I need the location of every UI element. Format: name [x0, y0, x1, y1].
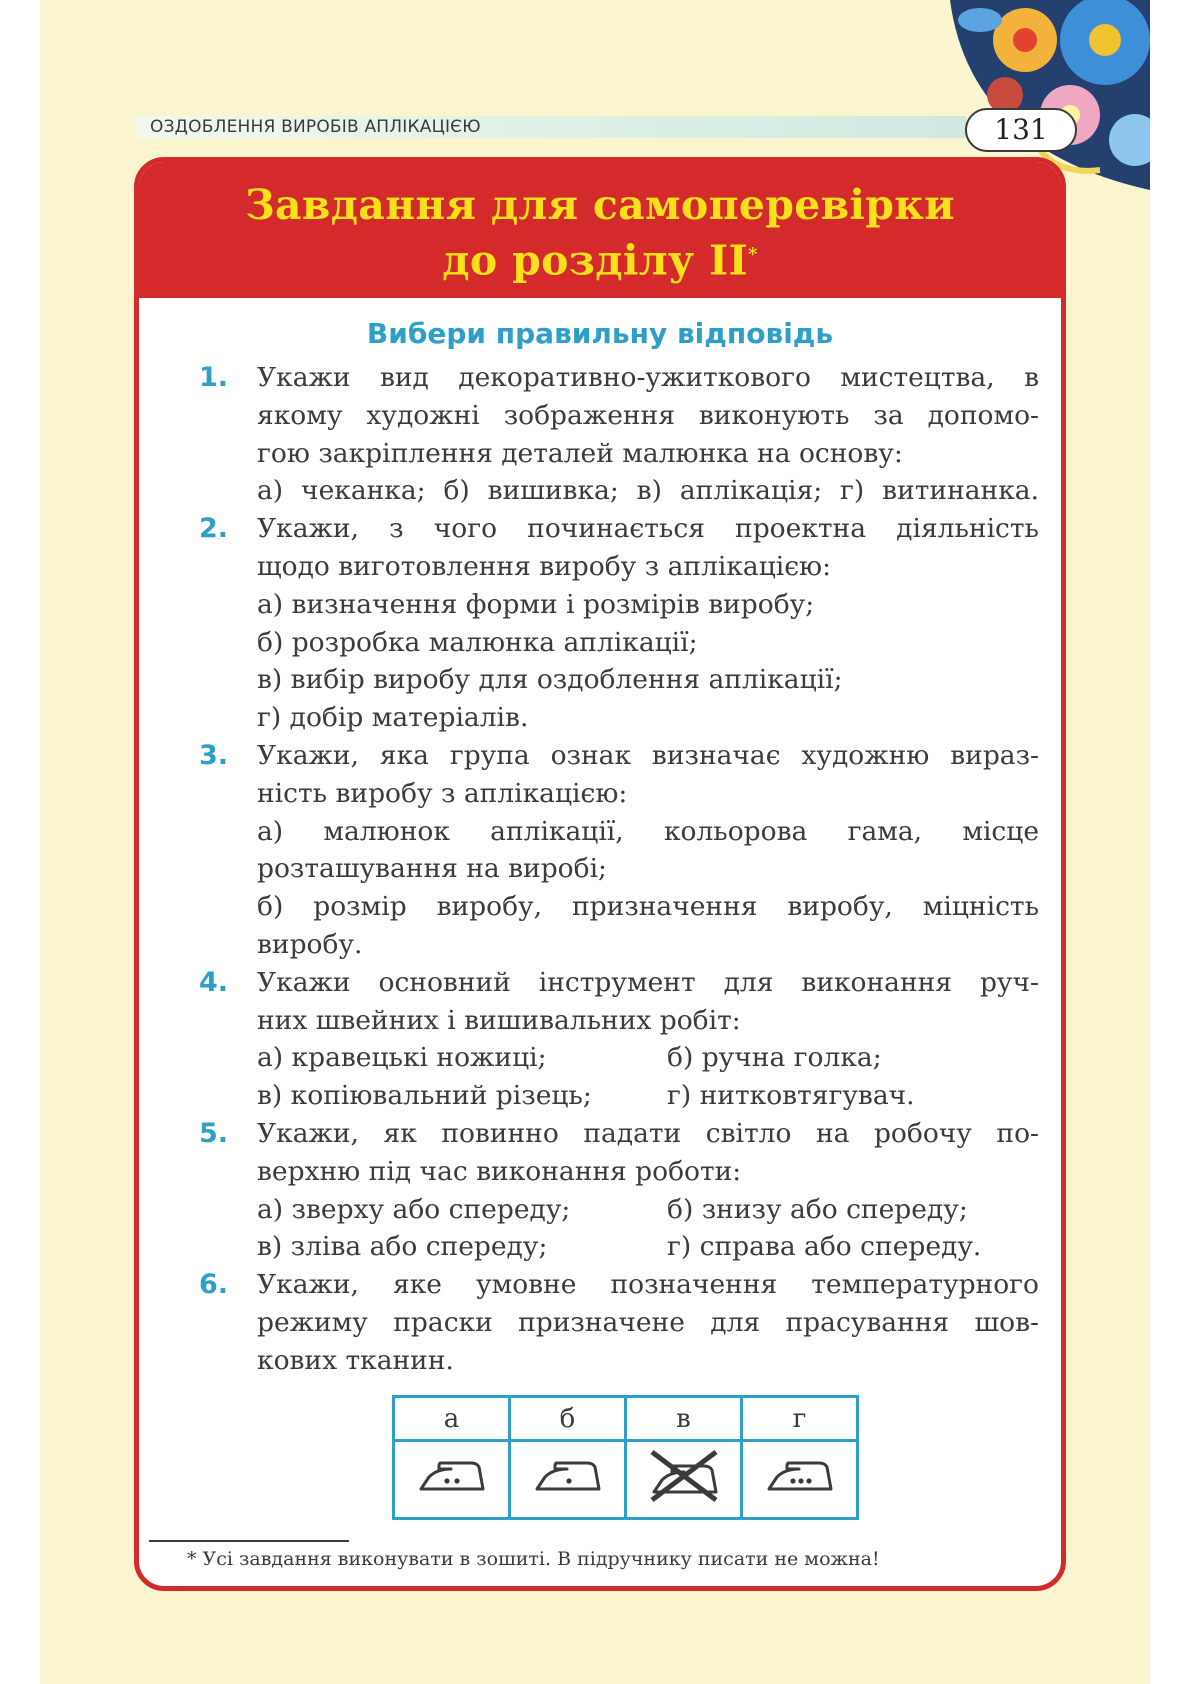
answer-option: в) зліва або спереду;	[257, 1231, 548, 1263]
answer-option: б) знизу або спереду;	[667, 1193, 968, 1225]
card-title-line-1: Завдання для самоперевірки	[245, 181, 955, 229]
answer-option: б) розробка малюнка аплікації;	[257, 626, 698, 658]
footnote-marker: *	[748, 244, 758, 265]
answer-option: розташування на виробі;	[257, 853, 607, 885]
footnote-divider	[149, 1540, 349, 1542]
question-line: гою закріплення деталей малюнка на основу:	[257, 437, 903, 469]
answer-option: г) справа або спереду.	[667, 1231, 982, 1263]
iron-crossed-out-icon	[626, 1441, 742, 1519]
question-line: Укажи вид декоративно-ужиткового мистецтва, в	[257, 362, 1039, 393]
question-line: них швейних і вишивальних робіт:	[257, 1004, 741, 1036]
answer-option: а) кравецькі ножиці;	[257, 1042, 547, 1074]
iron-two-dots-icon	[394, 1441, 510, 1519]
section-title: ОЗДОБЛЕННЯ ВИРОБІВ АПЛІКАЦІЄЮ	[150, 117, 481, 137]
textbook-page	[40, 0, 1150, 1684]
question-1	[169, 359, 1039, 510]
iron-option-label: а	[394, 1397, 510, 1441]
answer-option: б) ручна голка;	[667, 1042, 882, 1074]
answer-row	[257, 1228, 1039, 1266]
question-3	[169, 737, 1039, 964]
footnote: * Усі завдання виконувати в зошиті. В підручнику писати не можна!	[187, 1548, 880, 1570]
answer-row	[257, 1039, 1039, 1077]
answer-option: виробу.	[257, 928, 363, 960]
question-6	[169, 1266, 1039, 1379]
iron-symbol-table	[392, 1395, 859, 1520]
answer-option: а) визначення форми і розмірів виробу;	[257, 588, 815, 620]
answer-option: в) вибір виробу для оздоблення аплікації;	[257, 664, 843, 696]
question-5	[169, 1115, 1039, 1266]
card-subtitle: Вибери правильну відповідь	[366, 317, 834, 350]
card-header	[139, 162, 1061, 298]
answer-option: а) малюнок аплікації, кольорова гама, місце	[257, 815, 1039, 847]
question-line: Укажи, яка група ознак визначає художню вираз-	[257, 739, 1039, 771]
question-number: 3.	[199, 739, 229, 771]
question-line: Укажи, з чого починається проектна діяльність	[257, 513, 1039, 545]
iron-option-label: б	[510, 1397, 626, 1441]
card-title-line-2	[139, 230, 1061, 286]
answer-option: в) копіювальний різець;	[257, 1080, 592, 1112]
answer-option: а) зверху або спереду;	[257, 1193, 571, 1225]
iron-three-dots-icon	[742, 1441, 858, 1519]
iron-one-dot-icon	[510, 1441, 626, 1519]
question-number: 2.	[199, 513, 229, 545]
card-title-text: до розділу II	[442, 236, 748, 285]
question-list	[169, 359, 1039, 1380]
question-number: 4.	[199, 966, 229, 998]
question-number: 1.	[199, 362, 229, 393]
question-line: Укажи основний інструмент для виконання руч-	[257, 966, 1039, 998]
question-line: режиму праски призначене для прасування шов-	[257, 1306, 1039, 1338]
answer-row	[257, 1077, 1039, 1115]
question-2	[169, 510, 1039, 737]
answer-options: а) чеканка; б) вишивка; в) аплікація; г) витинанка.	[257, 475, 1039, 507]
page-number: 131	[965, 108, 1077, 152]
question-line: якому художні зображення виконують за допомо-	[257, 399, 1039, 431]
answer-option: г) добір матеріалів.	[257, 702, 529, 734]
question-line: щодо виготовлення виробу з аплікацією:	[257, 550, 832, 582]
answer-option: б) розмір виробу, призначення виробу, міцність	[257, 891, 1039, 923]
question-line: ність виробу з аплікацією:	[257, 777, 628, 809]
question-4	[169, 964, 1039, 1115]
question-line: кових тканин.	[257, 1344, 454, 1376]
question-line: Укажи, як повинно падати світло на робочу по-	[257, 1117, 1039, 1149]
question-line: Укажи, яке умовне позначення температурного	[257, 1269, 1039, 1301]
self-check-card	[134, 157, 1066, 1591]
iron-option-label: в	[626, 1397, 742, 1441]
question-line: верхню під час виконання роботи:	[257, 1155, 742, 1187]
question-number: 6.	[199, 1269, 229, 1301]
iron-option-label: г	[742, 1397, 858, 1441]
answer-option: г) нитковтягувач.	[667, 1080, 915, 1112]
question-number: 5.	[199, 1117, 229, 1149]
answer-row	[257, 1191, 1039, 1229]
